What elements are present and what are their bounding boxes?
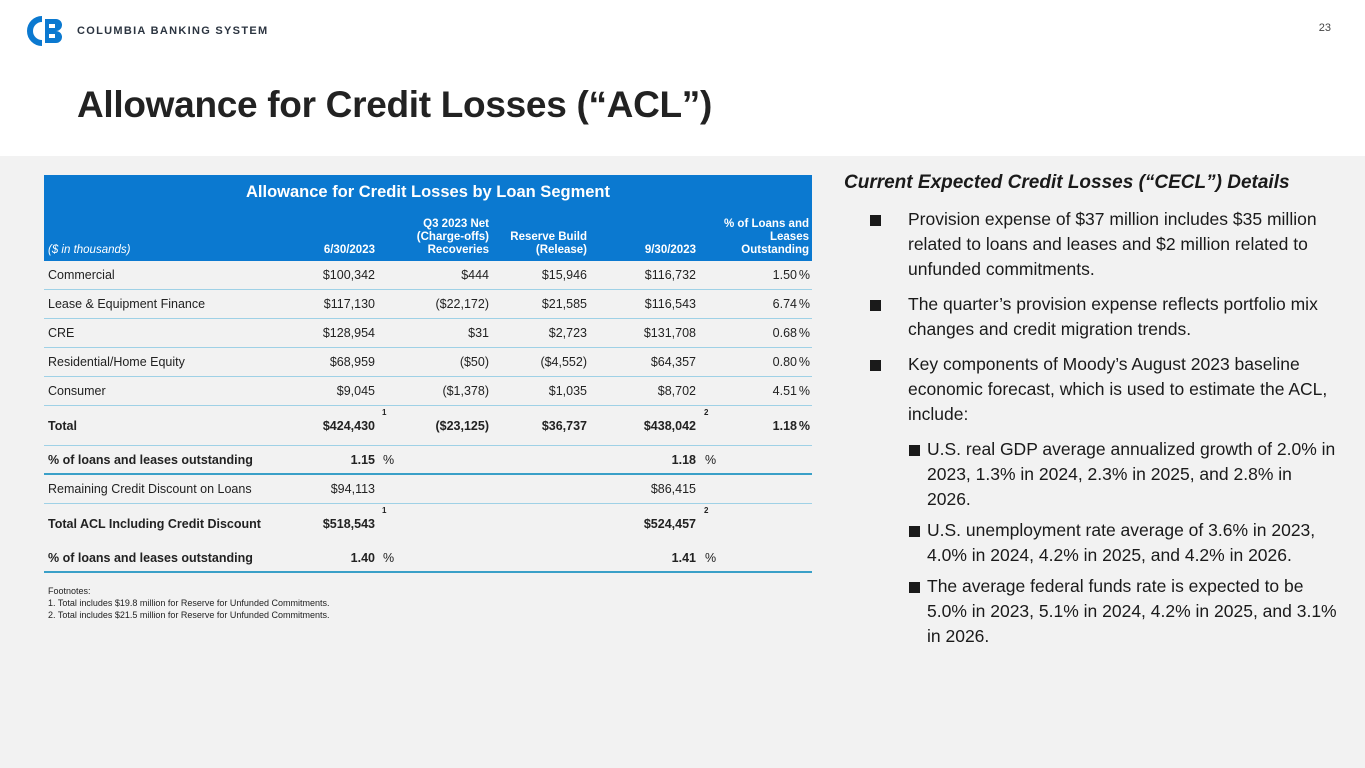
total-acl-row — [44, 504, 812, 544]
pct-row-2 — [44, 544, 812, 573]
cell-reserve-build: $15,946 — [541, 268, 587, 282]
cell-pct-loans: 0.80 — [772, 355, 797, 369]
column-header-units: ($ in thousands) — [48, 244, 131, 256]
cell-sep: $116,732 — [644, 268, 696, 282]
square-bullet-icon — [870, 360, 881, 371]
footnote-1: 1. Total includes $19.8 million for Reserve for Unfunded Commitments. — [48, 598, 330, 608]
bullet-text: Provision expense of $37 million includes $35 million related to loans and leases and $2 million related to unfunded commitments. — [908, 209, 1317, 279]
page-title: Allowance for Credit Losses (“ACL”) — [77, 84, 713, 125]
cell-net-chargeoffs: $444 — [461, 268, 489, 282]
sub-bullet-item — [868, 437, 1338, 512]
brand-name: COLUMBIA BANKING SYSTEM — [77, 25, 269, 37]
row-label: % of loans and leases outstanding — [48, 550, 253, 565]
row-label: Total ACL Including Credit Discount — [48, 517, 261, 531]
column-header-pct-loans: % of Loans and Leases Outstanding — [724, 218, 809, 256]
table-row — [44, 261, 812, 290]
cell-pct-loans: 0.68 — [772, 326, 797, 340]
cell-jun: $9,045 — [336, 384, 375, 398]
cell-pct-loans: 1.18 — [772, 418, 797, 433]
percent-sign: % — [798, 297, 810, 311]
cell-reserve-build: $21,585 — [541, 297, 587, 311]
cell-net-chargeoffs: ($23,125) — [435, 418, 489, 433]
row-label: Lease & Equipment Finance — [48, 297, 206, 311]
bullet-item — [868, 207, 1338, 282]
percent-sign: % — [705, 452, 717, 467]
footnote-2: 2. Total includes $21.5 million for Reserve for Unfunded Commitments. — [48, 610, 330, 620]
cell-pct-loans: 1.50 — [772, 268, 797, 282]
total-row — [44, 406, 812, 446]
cell-sep: $8,702 — [657, 384, 696, 398]
cell-jun: 1.15 — [350, 452, 375, 467]
cb-logo-icon — [25, 16, 67, 46]
cell-sep: $116,543 — [644, 297, 696, 311]
column-header-reserve-build: Reserve Build (Release) — [510, 231, 587, 256]
table-row — [44, 348, 812, 377]
cell-reserve-build: $2,723 — [548, 326, 587, 340]
percent-sign: % — [798, 384, 810, 398]
percent-sign: % — [383, 452, 395, 467]
percent-sign: % — [798, 326, 810, 340]
square-bullet-icon — [870, 300, 881, 311]
sub-bullet-text: U.S. unemployment rate average of 3.6% in 2023, 4.0% in 2024, 4.2% in 2025, and 4.2% in 2026. — [927, 520, 1316, 565]
cell-jun: 1.40 — [350, 550, 375, 565]
page-number: 23 — [1318, 22, 1331, 34]
column-header-jun: 6/30/2023 — [323, 244, 375, 256]
bullet-item — [868, 352, 1338, 427]
cell-jun: $117,130 — [323, 297, 375, 311]
cell-sep: $131,708 — [643, 326, 696, 340]
bullet-text: Key components of Moody’s August 2023 baseline economic forecast, which is used to estimate the ACL, include: — [908, 354, 1328, 424]
table-row — [44, 290, 812, 319]
cell-reserve-build: $1,035 — [548, 384, 587, 398]
sub-bullet-text: U.S. real GDP average annualized growth of 2.0% in 2023, 1.3% in 2024, 2.3% in 2025, and 2.8% in 2026. — [927, 439, 1336, 509]
footnotes — [48, 585, 329, 621]
cell-pct-loans: 6.74 — [772, 297, 797, 311]
cell-net-chargeoffs: ($50) — [459, 355, 489, 369]
acl-table — [44, 175, 812, 573]
cell-jun: $424,430 — [322, 418, 375, 433]
cell-jun: $100,342 — [322, 268, 375, 282]
sub-bullet-item — [868, 518, 1338, 568]
table-title: Allowance for Credit Losses by Loan Segment — [246, 183, 610, 201]
percent-sign: % — [705, 550, 717, 565]
row-label: Consumer — [48, 384, 106, 398]
row-label: Remaining Credit Discount on Loans — [48, 482, 252, 496]
footnote-marker: 1 — [382, 506, 387, 515]
cell-sep: $438,042 — [643, 418, 696, 433]
square-bullet-icon — [909, 582, 920, 593]
percent-sign: % — [383, 550, 395, 565]
discount-row — [44, 475, 812, 504]
cell-pct-loans: 4.51 — [772, 384, 797, 398]
cell-jun: $518,543 — [322, 517, 375, 531]
row-label: Residential/Home Equity — [48, 355, 185, 369]
cell-sep: $64,357 — [650, 355, 696, 369]
sub-bullet-item — [868, 574, 1338, 649]
table-row — [44, 319, 812, 348]
cell-sep: $86,415 — [650, 482, 696, 496]
row-label: Commercial — [48, 268, 115, 282]
cell-sep: 1.41 — [671, 550, 696, 565]
cell-sep: 1.18 — [671, 452, 696, 467]
cell-jun: $68,959 — [329, 355, 375, 369]
column-header-net-chargeoffs: Q3 2023 Net (Charge-offs) Recoveries — [416, 218, 489, 256]
table-row — [44, 377, 812, 406]
bullet-text: The quarter’s provision expense reflects portfolio mix changes and credit migration trends. — [908, 294, 1318, 339]
cell-jun: $128,954 — [322, 326, 375, 340]
brand-logo — [25, 16, 268, 46]
cell-net-chargeoffs: $31 — [468, 326, 489, 340]
cell-net-chargeoffs: ($1,378) — [442, 384, 489, 398]
table-header — [44, 175, 812, 261]
row-label: CRE — [48, 326, 75, 340]
percent-sign: % — [798, 355, 810, 369]
cell-net-chargeoffs: ($22,172) — [435, 297, 489, 311]
footnote-heading: Footnotes: — [48, 586, 91, 596]
square-bullet-icon — [909, 526, 920, 537]
cecl-bullets — [868, 207, 1338, 655]
cecl-title: Current Expected Credit Losses (“CECL”) Details — [844, 172, 1290, 193]
square-bullet-icon — [909, 445, 920, 456]
pct-row — [44, 446, 812, 475]
row-label: % of loans and leases outstanding — [48, 452, 253, 467]
footnote-marker: 2 — [704, 506, 709, 515]
footnote-marker: 1 — [382, 408, 387, 417]
percent-sign: % — [798, 268, 810, 282]
sub-bullet-text: The average federal funds rate is expected to be 5.0% in 2023, 5.1% in 2024, 4.2% in 2025, and 3.1% in 2026. — [927, 576, 1337, 646]
row-label: Total — [48, 418, 77, 433]
cell-reserve-build: ($4,552) — [540, 355, 587, 369]
column-header-sep: 9/30/2023 — [644, 244, 696, 256]
percent-sign: % — [798, 418, 810, 433]
cell-sep: $524,457 — [643, 517, 696, 531]
bullet-item — [868, 292, 1338, 342]
cell-jun: $94,113 — [330, 482, 375, 496]
footnote-marker: 2 — [704, 408, 709, 417]
cell-reserve-build: $36,737 — [541, 418, 587, 433]
square-bullet-icon — [870, 215, 881, 226]
